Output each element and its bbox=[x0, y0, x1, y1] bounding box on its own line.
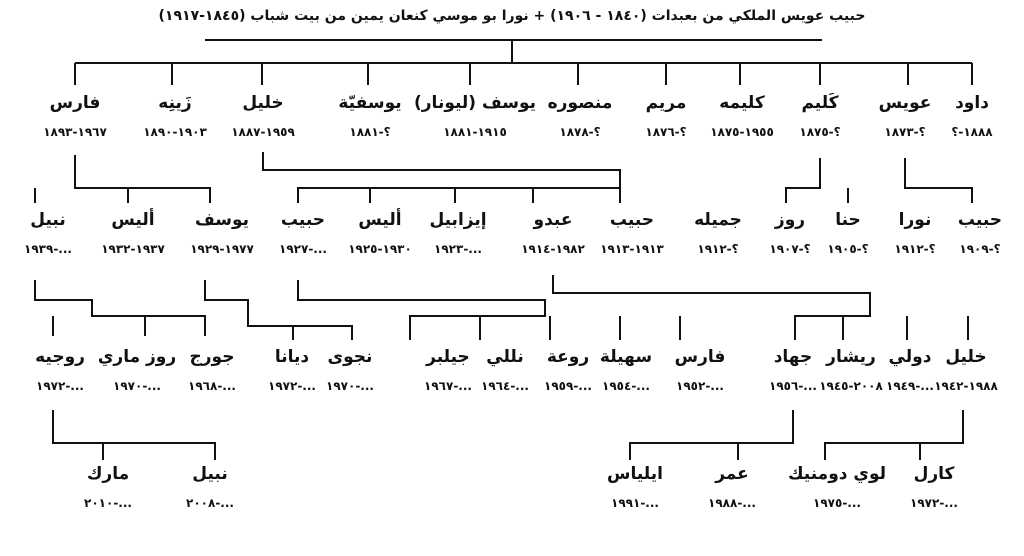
person-habib-khalil bbox=[600, 210, 664, 257]
jihad-children bbox=[630, 410, 793, 460]
person-zeineh bbox=[143, 93, 207, 140]
person-name: نبيل bbox=[30, 210, 66, 230]
person-name: لوي دومنيك bbox=[787, 464, 887, 484]
fares-children bbox=[35, 155, 210, 203]
person-name: حبيب bbox=[957, 210, 1003, 230]
person-dates: ؟-١٩٠٧ bbox=[769, 242, 811, 256]
person-khalil bbox=[231, 93, 295, 140]
person-najwa bbox=[326, 347, 374, 394]
tree-title: حبيب عويس الملكي من بعبدات (١٨٤٠ - ١٩٠٦) + نورا بو موسي كنعان يمين من بيت شباب (١٨٤٥-١٩١٧) bbox=[158, 8, 866, 24]
owais-children bbox=[905, 158, 972, 203]
person-name: كليمه bbox=[719, 93, 765, 113]
person-fares bbox=[43, 93, 107, 140]
person-dates: ...-٢٠١٠ bbox=[84, 496, 132, 510]
person-omar bbox=[708, 464, 756, 511]
person-name: نللي bbox=[486, 347, 524, 367]
person-mark bbox=[84, 464, 132, 511]
person-name: خليل bbox=[945, 347, 987, 367]
person-dates: ١٩٨٨-١٩٤٢ bbox=[934, 379, 998, 393]
person-gilbert bbox=[424, 347, 472, 394]
person-dates: ١٨٨٨-؟ bbox=[951, 125, 993, 139]
person-name: جورج bbox=[189, 347, 235, 367]
person-dates: ...-١٩٧٢ bbox=[910, 496, 958, 510]
person-elias bbox=[607, 464, 663, 511]
person-name: مارك bbox=[86, 464, 130, 484]
person-name: حبيب bbox=[280, 210, 326, 230]
person-name: زَينِه bbox=[158, 93, 192, 113]
person-noura bbox=[894, 210, 935, 257]
khalil2-children bbox=[825, 410, 963, 460]
person-dates: ؟-١٨٧٣ bbox=[884, 125, 926, 139]
person-name: سهيلة bbox=[599, 347, 653, 367]
person-name: فارس bbox=[49, 93, 101, 113]
person-name: منصوره bbox=[547, 93, 613, 113]
person-dates: ...-١٩٥٦ bbox=[769, 379, 817, 393]
khalil-children bbox=[263, 152, 620, 203]
person-name: يوسفيّة bbox=[338, 93, 402, 113]
person-name: نبيل bbox=[192, 464, 228, 484]
person-name: يوسف (ليونار) bbox=[414, 93, 536, 113]
person-name: روز bbox=[774, 210, 806, 230]
person-name: حبيب bbox=[609, 210, 655, 230]
person-dates: ١٩١٣-١٩١٣ bbox=[600, 242, 664, 256]
person-habib-owais bbox=[958, 210, 1002, 257]
person-alice-khalil bbox=[348, 210, 412, 257]
person-dates: ...-١٩٧٢ bbox=[36, 379, 84, 393]
person-name: روعة bbox=[546, 347, 590, 367]
person-rawaa bbox=[544, 347, 592, 394]
person-khalil-abdo bbox=[934, 347, 998, 394]
kleem-children bbox=[786, 158, 848, 203]
person-name: نجوى bbox=[327, 347, 373, 367]
george-children bbox=[53, 410, 215, 460]
person-name: إيزابيل bbox=[429, 210, 487, 230]
person-name: عويس bbox=[878, 93, 932, 113]
person-dates: ٢٠٠٨-١٩٤٥ bbox=[819, 379, 883, 393]
person-owais bbox=[879, 93, 932, 140]
person-dates: ...-١٩٦٧ bbox=[424, 379, 472, 393]
person-dates: ١٩٠٣-١٨٩٠ bbox=[143, 125, 207, 139]
person-name: أليس bbox=[358, 210, 402, 230]
person-dates: ...-١٩٨٨ bbox=[708, 496, 756, 510]
person-dates: ...-١٩٥٩ bbox=[544, 379, 592, 393]
person-rosemary bbox=[98, 347, 176, 394]
person-dates: ؟-١٨٧٥ bbox=[799, 125, 841, 139]
person-dates: ...-١٩٧٢ bbox=[268, 379, 316, 393]
yousef-children bbox=[205, 280, 352, 340]
person-dates: ...-١٩٣٩ bbox=[24, 242, 72, 256]
person-name: يوسف bbox=[194, 210, 250, 230]
person-louis-dominique bbox=[788, 464, 886, 511]
person-name: فارس bbox=[674, 347, 726, 367]
person-dates: ١٩٣٠-١٩٢٥ bbox=[348, 242, 412, 256]
person-dates: ١٩١٥-١٨٨١ bbox=[443, 125, 507, 139]
habib-children bbox=[298, 280, 680, 340]
person-kleema bbox=[710, 93, 774, 140]
person-dates: ١٩٧٧-١٩٢٩ bbox=[190, 242, 254, 256]
person-name: جهاد bbox=[773, 347, 813, 367]
person-dates: ؟-١٩٠٩ bbox=[959, 242, 1001, 256]
person-nabil-george bbox=[186, 464, 234, 511]
person-alice-fares bbox=[101, 210, 165, 257]
person-dates: ...-١٩٢٣ bbox=[434, 242, 482, 256]
person-name: أليس bbox=[111, 210, 155, 230]
person-george bbox=[188, 347, 236, 394]
person-dates: ...-١٩٧٠ bbox=[326, 379, 374, 393]
person-dates: ...-١٩٧٥ bbox=[813, 496, 861, 510]
person-dates: ١٩٥٩-١٨٨٧ bbox=[231, 125, 295, 139]
person-habib-2 bbox=[279, 210, 327, 257]
person-name: روز ماري bbox=[97, 347, 177, 367]
nabil-children bbox=[35, 280, 205, 336]
person-name: جميله bbox=[694, 210, 742, 230]
gen1-drops bbox=[75, 63, 972, 85]
person-name: ريشار bbox=[826, 347, 876, 367]
person-name: عبدو bbox=[533, 210, 573, 230]
person-dates: ؟-١٩٠٥ bbox=[827, 242, 869, 256]
person-dates: ...-١٩٥٤ bbox=[602, 379, 650, 393]
person-nelly bbox=[481, 347, 529, 394]
person-dates: ؟-١٩١٢ bbox=[894, 242, 936, 256]
person-dates: ؟-١٨٧٦ bbox=[645, 125, 687, 139]
person-karl bbox=[910, 464, 958, 511]
person-name: كارل bbox=[913, 464, 955, 484]
person-dates: ...-١٩٤٩ bbox=[886, 379, 934, 393]
person-nabil-fares bbox=[24, 210, 72, 257]
person-dawood bbox=[951, 93, 992, 140]
person-dates: ...-١٩٦٨ bbox=[188, 379, 236, 393]
person-suhaila bbox=[600, 347, 652, 394]
person-roger bbox=[35, 347, 85, 394]
abdo-children bbox=[553, 275, 968, 340]
person-dates: ١٩٥٥-١٨٧٥ bbox=[710, 125, 774, 139]
person-fares-habib bbox=[675, 347, 726, 394]
person-dates: ...-١٩٧٠ bbox=[113, 379, 161, 393]
person-dates: ١٩٣٧-١٩٣٢ bbox=[101, 242, 165, 256]
person-name: داود bbox=[955, 93, 989, 113]
person-rose bbox=[769, 210, 810, 257]
person-dates: ...-١٩٥٢ bbox=[676, 379, 724, 393]
person-kleem bbox=[799, 93, 840, 140]
person-name: روجيه bbox=[35, 347, 85, 367]
person-mansoura bbox=[548, 93, 613, 140]
person-maryam bbox=[645, 93, 686, 140]
person-name: جيلبر bbox=[426, 347, 470, 367]
person-name: خليل bbox=[242, 93, 284, 113]
person-name: دولي bbox=[888, 347, 932, 367]
person-dates: ؟-١٩١٢ bbox=[697, 242, 739, 256]
person-dates: ...-٢٠٠٨ bbox=[186, 496, 234, 510]
person-name: مريم bbox=[645, 93, 687, 113]
person-dates: ١٩٦٧-١٨٩٣ bbox=[43, 125, 107, 139]
person-name: ايلياس bbox=[607, 464, 663, 484]
person-yousef-khalil bbox=[190, 210, 254, 257]
person-name: حنا bbox=[835, 210, 861, 230]
person-dates: ...-١٩٢٧ bbox=[279, 242, 327, 256]
person-dates: ...-١٩٦٤ bbox=[481, 379, 529, 393]
person-yousfieh bbox=[338, 93, 401, 140]
person-name: ديانا bbox=[274, 347, 310, 367]
person-izabel bbox=[429, 210, 486, 257]
person-dates: ١٩٨٢-١٩١٤ bbox=[521, 242, 585, 256]
person-dates: ؟-١٨٧٨ bbox=[559, 125, 601, 139]
person-name: كَليم bbox=[801, 93, 839, 113]
person-yousef-leonard bbox=[414, 93, 536, 140]
person-jamileh bbox=[694, 210, 742, 257]
person-diana bbox=[268, 347, 316, 394]
person-abdo bbox=[521, 210, 585, 257]
person-name: نورا bbox=[898, 210, 932, 230]
person-dates: ؟-١٨٨١ bbox=[349, 125, 391, 139]
person-jihad bbox=[769, 347, 817, 394]
person-richard bbox=[819, 347, 883, 394]
person-dates: ...-١٩٩١ bbox=[611, 496, 659, 510]
person-hanna bbox=[827, 210, 868, 257]
person-dolly bbox=[886, 347, 934, 394]
person-name: عمر bbox=[715, 464, 749, 484]
